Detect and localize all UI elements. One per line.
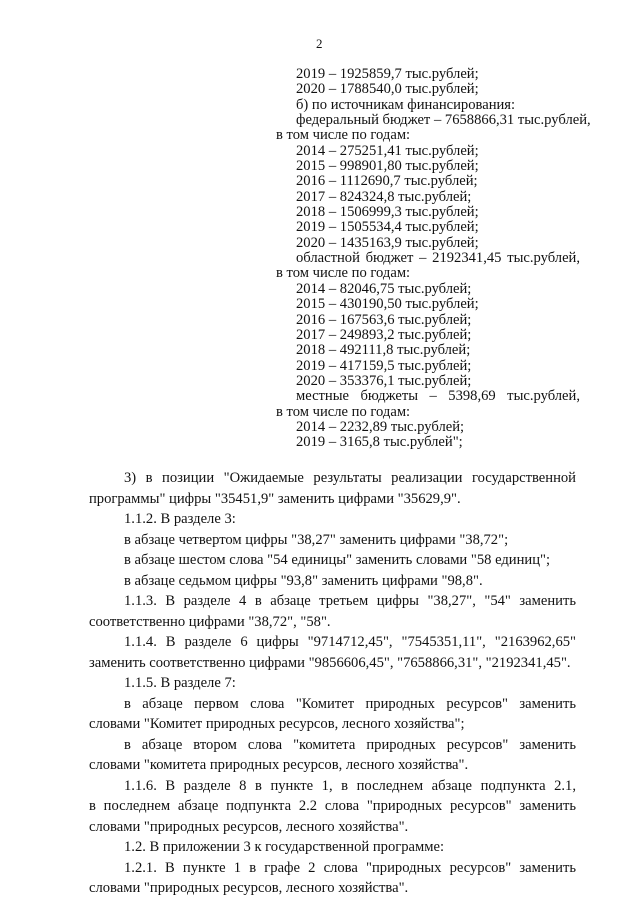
text-line: 1.1.5. В разделе 7:: [124, 675, 236, 691]
text-line: 2016 – 1112690,7 тыс.рублей;: [296, 173, 478, 189]
text-line: 2014 – 2232,89 тыс.рублей;: [296, 419, 465, 435]
text-line: 1.1.2. В разделе 3:: [124, 511, 236, 527]
text-line: 2019 – 1505534,4 тыс.рублей;: [296, 219, 479, 235]
text-line: словами "Комитет природных ресурсов, лесного хозяйства";: [89, 716, 465, 732]
text-line: в абзаце шестом слова "54 единицы" заменить словами "58 единиц";: [124, 552, 551, 568]
text-line: 2017 – 249893,2 тыс.рублей;: [296, 327, 472, 343]
text-line: 2014 – 275251,41 тыс.рублей;: [296, 143, 479, 159]
text-line: местные бюджеты – 5398,69 тыс.рублей,: [296, 388, 580, 404]
text-line: 2015 – 430190,50 тыс.рублей;: [296, 296, 479, 312]
text-line: 3) в позиции "Ожидаемые результаты реализации государственной: [124, 470, 576, 486]
text-line: 2020 – 1435163,9 тыс.рублей;: [296, 235, 479, 251]
text-line: в том числе по годам:: [276, 404, 411, 420]
text-line: заменить соответственно цифрами "9856606,45", "7658866,31", "2192341,45".: [89, 655, 571, 671]
text-line: соответственно цифрами "38,72", "58".: [89, 614, 331, 630]
text-line: 1.2.1. В пункте 1 в графе 2 слова "природных ресурсов" заменить: [124, 860, 576, 876]
text-line: в абзаце четвертом цифры "38,27" заменить цифрами "38,72";: [124, 532, 509, 548]
text-line: 2018 – 1506999,3 тыс.рублей;: [296, 204, 479, 220]
text-line: 2014 – 82046,75 тыс.рублей;: [296, 281, 472, 297]
text-line: 2019 – 417159,5 тыс.рублей;: [296, 358, 472, 374]
text-line: 2020 – 1788540,0 тыс.рублей;: [296, 81, 479, 97]
text-line: областной бюджет – 2192341,45 тыс.рублей,: [296, 250, 580, 266]
text-line: в том числе по годам:: [276, 127, 411, 143]
text-line: 1.1.6. В разделе 8 в пункте 1, в последнем абзаце подпункта 2.1,: [124, 778, 576, 794]
text-line: 2016 – 167563,6 тыс.рублей;: [296, 312, 472, 328]
text-line: в абзаце седьмом цифры "93,8" заменить цифрами "98,8".: [124, 573, 483, 589]
text-line: 1.1.3. В разделе 4 в абзаце третьем цифры "38,27", "54" заменить: [124, 593, 576, 609]
text-line: словами "природных ресурсов, лесного хозяйства".: [89, 880, 409, 896]
text-line: словами "природных ресурсов, лесного хозяйства".: [89, 819, 409, 835]
text-line: 2019 – 3165,8 тыс.рублей";: [296, 434, 463, 450]
text-line: 1.1.4. В разделе 6 цифры "9714712,45", "7545351,11", "2163962,65": [124, 634, 576, 650]
text-line: 2018 – 492111,8 тыс.рублей;: [296, 342, 471, 358]
text-line: федеральный бюджет – 7658866,31 тыс.рублей,: [296, 112, 591, 128]
text-line: 2019 – 1925859,7 тыс.рублей;: [296, 66, 479, 82]
text-line: в том числе по годам:: [276, 265, 411, 281]
text-line: 1.2. В приложении 3 к государственной программе:: [124, 839, 445, 855]
text-line: 2015 – 998901,80 тыс.рублей;: [296, 158, 479, 174]
page-number: 2: [316, 36, 323, 51]
text-line: в абзаце первом слова "Комитет природных ресурсов" заменить: [124, 696, 576, 712]
text-line: 2020 – 353376,1 тыс.рублей;: [296, 373, 472, 389]
text-line: 2017 – 824324,8 тыс.рублей;: [296, 189, 472, 205]
text-line: в абзаце втором слова "комитета природных ресурсов" заменить: [124, 737, 576, 753]
text-line: программы" цифры "35451,9" заменить цифрами "35629,9".: [89, 491, 461, 507]
text-line: в последнем абзаце подпункта 2.2 слова "природных ресурсов" заменить: [89, 798, 576, 814]
text-line: б) по источникам финансирования:: [296, 97, 516, 113]
text-line: словами "комитета природных ресурсов, лесного хозяйства".: [89, 757, 469, 773]
